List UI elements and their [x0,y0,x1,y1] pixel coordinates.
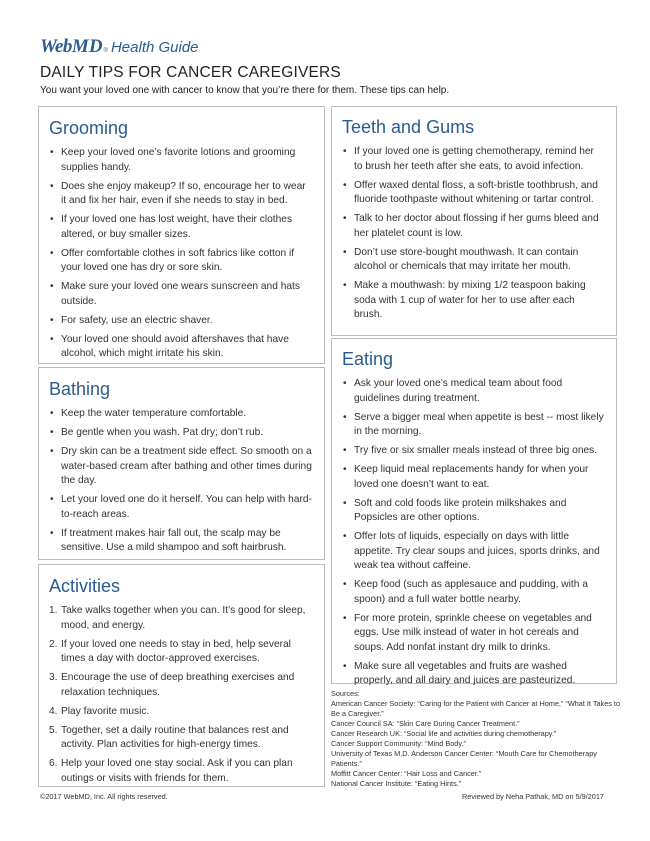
section-heading-activities: Activities [49,576,121,596]
list-number: 1. [49,605,58,616]
list-item: • For safety, use an electric shaver. [49,314,312,329]
list-item [49,724,312,753]
list-item: • Does she enjoy makeup? If so, encourage her to wear it and fix her hair, even if she needs to stay in bed. [49,180,312,209]
section-heading-teeth-gums: Teeth and Gums [342,117,475,137]
list-item [49,604,312,633]
list-item: • Talk to her doctor about flossing if her gums bleed and her platelet count is low. [342,212,604,241]
source-line: Cancer Council SA: “Skin Care During Cancer Treatment.” [331,719,520,728]
list-item: • Keep liquid meal replacements handy for when your loved one doesn’t want to eat. [342,463,604,492]
eating-section [331,338,617,684]
list-item: • If treatment makes hair fall out, the scalp may be sensitive. Use a mild shampoo and soft hairbrush. [49,527,312,556]
list-item: • Let your loved one do it herself. You can help with hard-to-reach areas. [49,493,312,522]
copyright: ©2017 WebMD, Inc. All rights reserved. [40,792,168,801]
activities-list [49,604,312,786]
teeth-gums-section [331,106,617,336]
list-number: 6. [49,758,58,769]
source-line: American Cancer Society: “Caring for the Patient with Cancer at Home,” “What It Takes to Be a Caregiver.” [331,699,621,718]
section-heading-eating: Eating [342,349,394,369]
list-number: 3. [49,672,58,683]
list-item [49,757,312,786]
list-item: • Dry skin can be a treatment side effect. So smooth on a water-based cream after bathing and other times during the day. [49,445,312,489]
header [40,36,199,58]
source-line: Moffitt Cancer Center: “Hair Loss and Cancer.” [331,769,482,778]
list-number: 5. [49,724,58,736]
section-heading-grooming: Grooming [49,118,129,138]
list-item-text: Take walks together when you can. It’s good for sleep, mood, and energy. [61,605,306,631]
list-item-text: Help your loved one stay social. Ask if you can plan outings or visits with friends for them. [61,758,293,784]
source-line: Cancer Support Community: “Mind Body.” [331,739,466,748]
reviewed-by: Reviewed by Neha Pathak, MD on 5/9/2017 [462,792,604,801]
list-item: • Serve a bigger meal when appetite is best -- most likely in the morning. [342,411,604,440]
list-item: • Be gentle when you wash. Pat dry; don’t rub. [49,426,312,441]
list-item: • For more protein, sprinkle cheese on vegetables and eggs. Use milk instead of water in hot cereals and soups. Add nonfat instant dry milk to drinks. [342,612,604,656]
sources [331,689,621,789]
source-line: University of Texas M.D. Anderson Cancer Center: “Mouth Care for Chemotherapy Patients.” [331,749,597,768]
list-item: • If your loved one is getting chemotherapy, remind her to brush her teeth after she eats, to avoid infection. [342,145,604,174]
list-item: • Make sure all vegetables and fruits are washed properly, and all dairy and juices are pasteurized. [342,660,604,689]
list-item-text: Play favorite music. [61,705,150,717]
list-item: • Offer waxed dental floss, a soft-bristle toothbrush, and fluoride toothpaste without whitening or tartar control. [342,179,604,208]
list-item [49,705,312,720]
list-item-text: Encourage the use of deep breathing exercises and relaxation techniques. [61,672,295,698]
brand-md: MD [71,36,103,57]
list-item: • Ask your loved one’s medical team about food guidelines during treatment. [342,377,604,406]
sources-label: Sources: [331,689,360,698]
eating-list [342,377,604,689]
list-item: • Try five or six smaller meals instead of three big ones. [342,444,604,459]
bathing-list [49,407,312,556]
teeth-gums-list [342,145,604,323]
list-item: • Your loved one should avoid aftershaves that have alcohol, which might irritate his skin. [49,333,312,362]
brand-guide: Health Guide [110,39,199,56]
grooming-list [49,146,312,362]
list-item: • Keep the water temperature comfortable. [49,407,312,422]
list-item-text: If your loved one needs to stay in bed, help several times a day with doctor-approved exercises. [61,638,291,664]
list-number: 2. [49,638,58,650]
list-item [49,638,312,667]
list-item-text: Together, set a daily routine that balances rest and activity. Plan activities for high-energy times. [61,724,289,750]
grooming-section [38,106,325,364]
brand-web: Web [40,36,72,57]
list-item: • Soft and cold foods like protein milkshakes and Popsicles are other options. [342,497,604,526]
page-subtitle: You want your loved one with cancer to know that you’re there for them. These tips can help. [40,85,450,96]
list-item: • Don’t use store-bought mouthwash. It can contain alcohol or chemicals that may irritate her mouth. [342,246,604,275]
list-item: • Offer comfortable clothes in soft fabrics like cotton if your loved one has dry or sore skin. [49,247,312,276]
source-line: Cancer Research UK: “Social life and activities during chemotherapy.” [331,729,557,738]
list-number: 4. [49,705,58,717]
webmd-logo [40,36,199,58]
brand-registered: ® [103,48,108,54]
list-item: • If your loved one has lost weight, have their clothes altered, or buy smaller sizes. [49,213,312,242]
list-item [49,671,312,700]
activities-section [38,564,325,787]
page-title: DAILY TIPS FOR CANCER CAREGIVERS [40,64,341,81]
list-item: • Offer lots of liquids, especially on days with little appetite. Try clear soups and juices, sports drinks, and weak tea without caffeine. [342,530,604,574]
section-heading-bathing: Bathing [49,379,111,399]
list-item: • Make a mouthwash: by mixing 1/2 teaspoon baking soda with 1 cup of water for her to use after each brush. [342,279,604,323]
list-item: • Keep food (such as applesauce and pudding, with a spoon) and a full water bottle nearby. [342,578,604,607]
list-item: • Keep your loved one’s favorite lotions and grooming supplies handy. [49,146,312,175]
list-item: • Make sure your loved one wears sunscreen and hats outside. [49,280,312,309]
source-line: National Cancer Institute: “Eating Hints.” [331,779,462,788]
bathing-section [38,367,325,560]
